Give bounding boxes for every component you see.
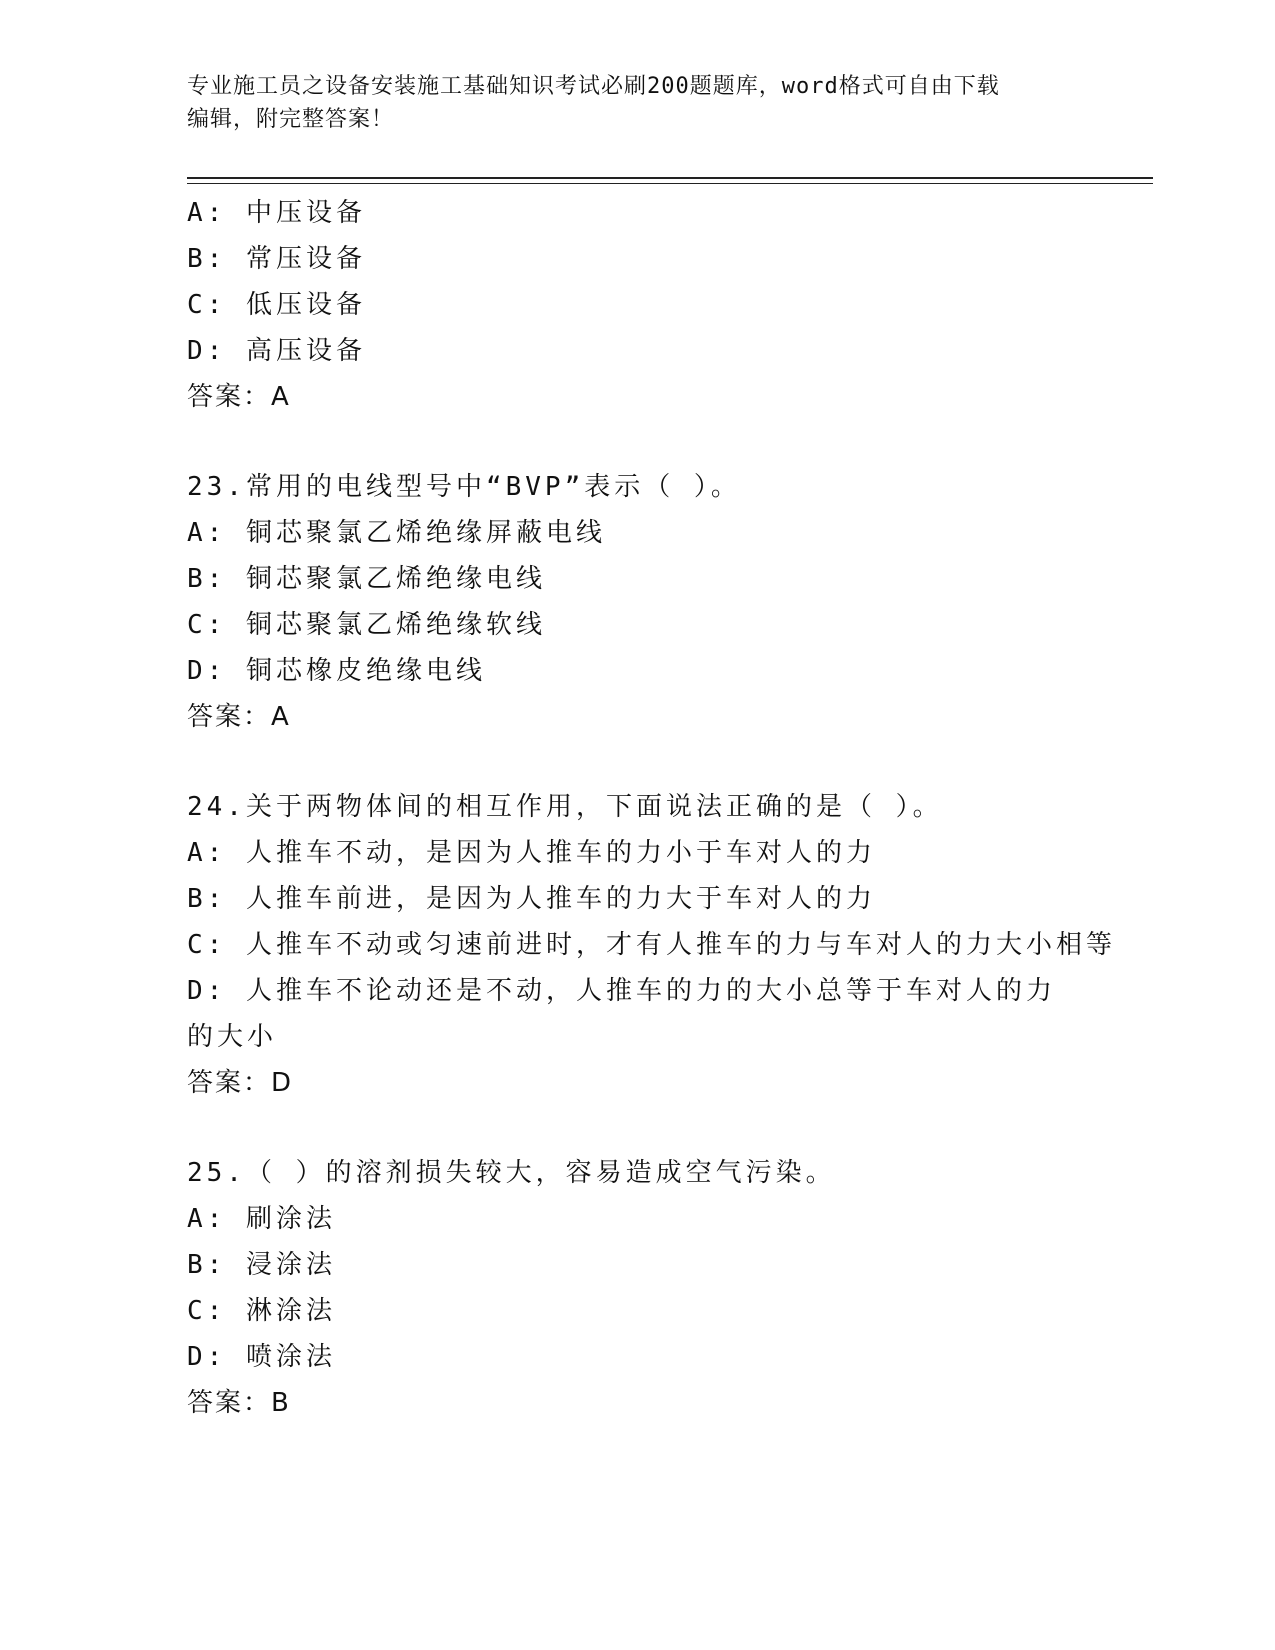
option-c: C: 铜芯聚氯乙烯绝缘软线 xyxy=(187,610,546,640)
question-stem: 24.关于两物体间的相互作用，下面说法正确的是（ ）。 xyxy=(187,792,943,822)
option-c: C: 人推车不动或匀速前进时，才有人推车的力与车对人的力大小相等 xyxy=(187,930,1116,960)
document-header xyxy=(187,70,1067,136)
answer-line: 答案：B xyxy=(187,1388,291,1418)
answer-line: 答案：D xyxy=(187,1068,294,1098)
option-b: B: 人推车前进，是因为人推车的力大于车对人的力 xyxy=(187,884,876,914)
answer-line: 答案：A xyxy=(187,702,291,732)
option-b: B: 铜芯聚氯乙烯绝缘电线 xyxy=(187,564,546,594)
question-stem: 23.常用的电线型号中“BVP”表示（ ）。 xyxy=(187,472,741,502)
header-rule-thick xyxy=(187,177,1153,179)
option-b: B: 浸涂法 xyxy=(187,1250,336,1280)
option-a: A: 刷涂法 xyxy=(187,1204,336,1234)
question-24 xyxy=(187,784,1116,1106)
header-line-2: 编辑，附完整答案！ xyxy=(187,107,395,132)
question-22 xyxy=(187,190,1067,420)
header-line-1: 专业施工员之设备安装施工基础知识考试必刷200题题库，word格式可自由下载 xyxy=(187,74,1000,99)
option-a: A: 人推车不动，是因为人推车的力小于车对人的力 xyxy=(187,838,876,868)
option-d: D: 喷涂法 xyxy=(187,1342,336,1372)
question-list xyxy=(187,190,1116,1426)
answer-line: 答案：A xyxy=(187,382,291,412)
question-stem: 25.（ ）的溶剂损失较大，容易造成空气污染。 xyxy=(187,1158,836,1188)
question-25 xyxy=(187,1150,1067,1426)
header-rule-thin xyxy=(187,183,1153,184)
option-d: D: 铜芯橡皮绝缘电线 xyxy=(187,656,486,686)
option-b: B: 常压设备 xyxy=(187,244,366,274)
option-a: A: 中压设备 xyxy=(187,198,366,228)
option-c: C: 低压设备 xyxy=(187,290,366,320)
option-c: C: 淋涂法 xyxy=(187,1296,336,1326)
option-d: D: 人推车不论动还是不动，人推车的力的大小总等于车对人的力的大小 xyxy=(187,976,1056,1052)
option-d: D: 高压设备 xyxy=(187,336,366,366)
question-23 xyxy=(187,464,1067,740)
option-a: A: 铜芯聚氯乙烯绝缘屏蔽电线 xyxy=(187,518,606,548)
